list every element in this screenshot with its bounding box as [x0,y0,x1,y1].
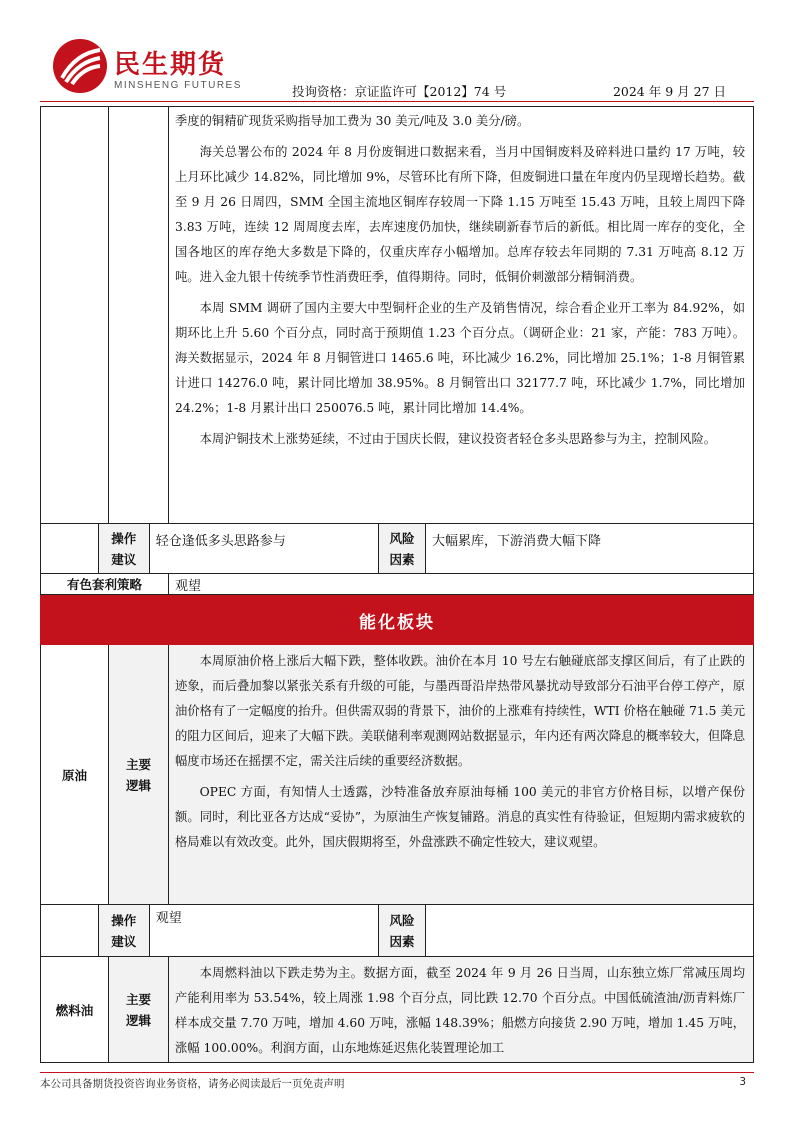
crude-risk-value [426,905,753,956]
crude-logic-text [169,645,753,904]
qualification-text: 投询资格：京证监许可【2012】74 号 [292,84,507,99]
crude-paragraph: OPEC 方面，有知情人士透露，沙特准备放弃原油每桶 100 美元的非官方价格目标，以增产保份额。同时，利比亚各方达成“妥协”，为原油生产恢复铺路。消息的真实性有待验证，但短期内需求疲软的格局难以有效改变。此外，国庆假期将至，外盘涨跌不确定性较大，建议观望。 [175,785,745,849]
header-divider [40,101,754,102]
page-header [0,0,794,104]
copper-paragraph: 本周 SMM 调研了国内主要大中型铜杆企业的生产及销售情况，综合看企业开工率为 84.92%，如期环比上升 5.60 个百分点，同时高于预期值 1.23 个百分点。（调研企业：21 家，产能：783 万吨）。海关数据显示，2024 年 8 月铜管进口 1465.6 吨，环比减少 16.2%，同比增加 25.1%；1-8 月铜管累计进口 14276.0 吨，累计同比增加 38.95%。8 月铜管出口 32177.7 吨，环比减少 1.7%，同比增加 24.2%；1-8 月累计出口 250076.5 吨，累计同比增加 14.4%。 [175,301,745,415]
copper-logic-text [169,107,753,523]
risk-label: 风险因素 [379,524,426,573]
copper-action-value: 轻仓逢低多头思路参与 [150,524,379,573]
copper-name-cell [41,107,109,523]
copper-risk-value: 大幅累库，下游消费大幅下降 [432,534,602,549]
crude-logic-row [40,645,754,905]
fuel-logic-text [169,957,753,1062]
copper-paragraph: 季度的铜精矿现货采购指导加工费为 30 美元/吨及 3.0 美分/磅。 [175,114,530,128]
footer-disclaimer: 本公司具备期货投资咨询业务资格，请务必阅读最后一页免责声明 [40,1078,345,1090]
action-label: 操作建议 [99,905,150,956]
copper-paragraph: 本周沪铜技术上涨势延续，不过由于国庆长假，建议投资者轻仓多头思路参与为主，控制风险。 [199,432,717,446]
report-date: 2024 年 9 月 27 日 [612,84,726,99]
footer-divider [40,1072,754,1073]
strategy-label: 有色套利策略 [41,574,169,594]
report-table [40,106,754,1063]
crude-name: 原油 [41,645,109,904]
energy-section-title: 能化板块 [40,595,754,645]
strategy-value: 观望 [175,579,202,594]
minsheng-logo-icon [52,38,108,94]
fuel-name: 燃料油 [41,957,109,1062]
fuel-logic-label: 主要逻辑 [109,957,169,1062]
fuel-logic-row [40,957,754,1063]
copper-paragraph: 海关总署公布的 2024 年 8 月份废铜进口数据来看，当月中国铜废料及碎料进口量约 17 万吨，较上月环比减少 14.82%，同比增加 9%，尽管环比有所下降，但废铜进口量在年度内仍呈现增长趋势。截至 9 月 26 日周四，SMM 全国主流地区铜库存较周一下降 1.15 万吨至 15.43 万吨，且较上周四下降 3.83 万吨，连续 12 周周度去库，去库速度仍加快，继续刷新春节后的新低。相比周一库存的变化，全国各地区的库存绝大多数是下降的，仅重庆库存小幅增加。总库存较去年同期的 7.31 万吨高 8.12 万吨。进入金九银十传统季节性消费旺季，值得期待。同时，低铜价刺激部分精铜消费。 [175,145,745,284]
brand-name-cn: 民生期货 [114,50,227,80]
page-number: 3 [739,1076,746,1088]
risk-label: 风险因素 [379,905,426,956]
fuel-paragraph: 本周燃料油以下跌走势为主。数据方面，截至 2024 年 9 月 26 日当周，山东独立炼厂常减压周均产能利用率为 53.54%，较上周涨 1.98 个百分点，同比跌 12.70 个百分点。中国低硫渣油/沥青料炼厂样本成交量 7.70 万吨，增加 4.60 万吨，涨幅 148.39%；船燃方向接货 2.90 万吨，增加 1.45 万吨，涨幅 100.00%。利润方面，山东地炼延迟焦化装置理论加工 [175,966,745,1055]
crude-paragraph: 本周原油价格上涨后大幅下跌，整体收跌。油价在本月 10 号左右触碰底部支撑区间后，有了止跌的迹象，而后叠加黎以紧张关系有升级的可能，与墨西哥沿岸热带风暴扰动导致部分石油平台停工停产，原油价格有了一定幅度的抬升。但供需双弱的背景下，油价的上涨难有持续性，WTI 价格在触碰 71.5 美元的阻力区间后，迎来了大幅下跌。美联储利率观测网站数据显示，年内还有两次降息的概率较大，但降息幅度市场还在摇摆不定，需关注后续的重要经济数据。 [175,654,745,768]
copper-logic-label-cell [109,107,169,523]
crude-logic-label: 主要逻辑 [109,645,169,904]
copper-logic-row [40,106,754,524]
arbitrage-strategy-row [40,574,754,595]
action-label: 操作建议 [99,524,150,573]
crude-action-row [40,905,754,957]
brand-name-en: MINSHENG FUTURES [114,80,242,91]
copper-action-row [40,524,754,574]
crude-action-value: 观望 [150,905,379,956]
